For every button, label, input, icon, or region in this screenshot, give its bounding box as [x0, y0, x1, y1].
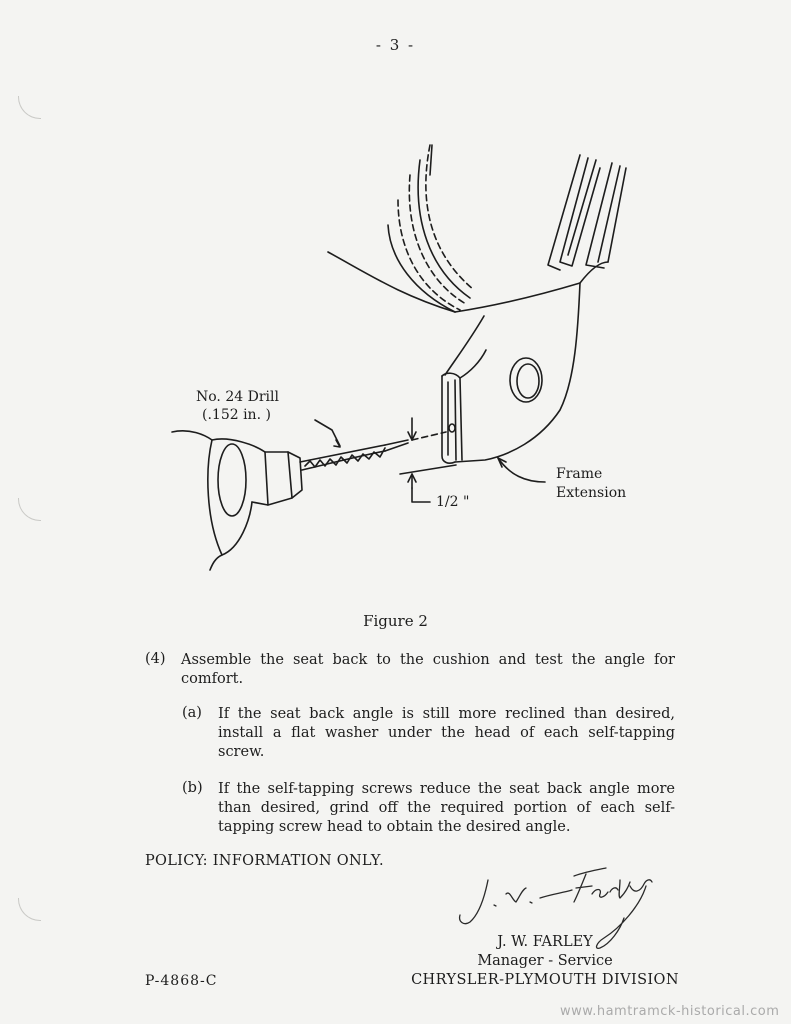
signatory-division: CHRYSLER-PLYMOUTH DIVISION: [411, 972, 679, 988]
signatory-name: J. W. FARLEY: [497, 934, 593, 950]
substep-b-letter: (b): [182, 780, 203, 796]
substep-a-letter: (a): [182, 705, 202, 721]
step-number: (4): [145, 651, 166, 667]
frame-label-line2: Extension: [556, 485, 627, 501]
frame-label-line1: Frame: [556, 466, 603, 482]
drill-label-line1: No. 24 Drill: [196, 389, 279, 405]
figure-caption: Figure 2: [363, 612, 428, 630]
signatory-title: Manager - Service: [477, 953, 613, 969]
dimension-label: 1/2 ": [436, 494, 470, 510]
page-number: - 3 -: [375, 36, 416, 54]
watermark: www.hamtramck-historical.com: [560, 1004, 780, 1019]
substep-a-text: If the seat back angle is still more reclined than desired, install a flat washer under the head of each self-tapping screw.: [218, 706, 675, 760]
drill-label-line2: (.152 in. ): [202, 407, 271, 423]
policy-statement: POLICY: INFORMATION ONLY.: [145, 853, 384, 869]
document-code: P-4868-C: [145, 973, 218, 989]
substep-b-text: If the self-tapping screws reduce the seat back angle more than desired, grind off the required portion of each self-tapping screw head to obtain the desired angle.: [218, 781, 675, 835]
step-text: Assemble the seat back to the cushion and test the angle for comfort.: [181, 652, 675, 687]
